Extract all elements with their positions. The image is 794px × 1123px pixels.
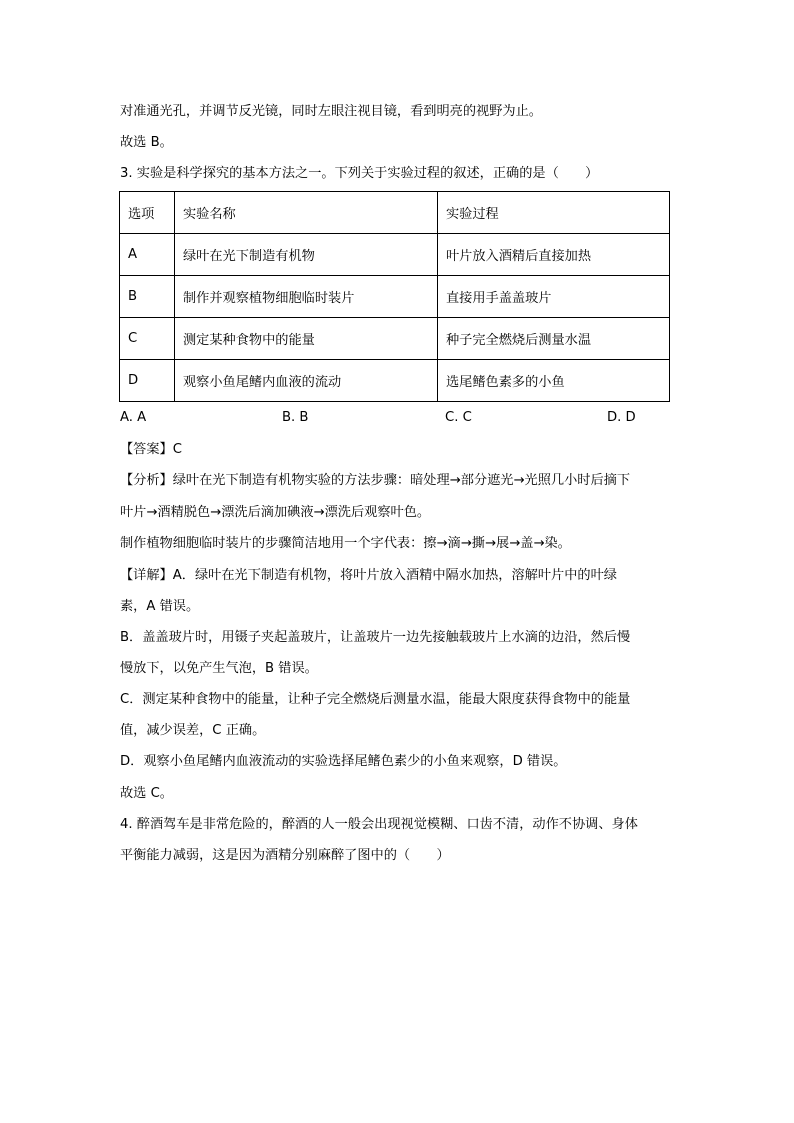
- analysis-line: 【分析】绿叶在光下制造有机物实验的方法步骤：暗处理→部分遮光→光照几小时后摘下: [120, 473, 631, 488]
- table-row: [120, 318, 670, 360]
- question-4-stem: 平衡能力减弱，这是因为酒精分别麻醉了图中的（ ）: [120, 848, 450, 863]
- table-cell: 制作并观察植物细胞临时装片: [175, 276, 438, 318]
- table-cell: 选尾鳍色素多的小鱼: [438, 360, 670, 402]
- question-4-stem: 4. 醉酒驾车是非常危险的，醉酒的人一般会出现视觉模糊、口齿不清，动作不协调、身体: [120, 817, 638, 832]
- detail-line: 素，A 错误。: [120, 599, 200, 614]
- intro-text-line: 对准通光孔，并调节反光镜，同时左眼注视目镜，看到明亮的视野为止。: [120, 104, 542, 119]
- detail-line: B．盖盖玻片时，用镊子夹起盖玻片，让盖玻片一边先接触载玻片上水滴的边沿，然后慢: [120, 630, 631, 645]
- experiment-table: [119, 191, 670, 402]
- analysis-line: 叶片→酒精脱色→漂洗后滴加碘液→漂洗后观察叶色。: [120, 505, 431, 520]
- conclusion-text: 故选 B。: [120, 135, 173, 150]
- table-cell: 观察小鱼尾鳍内血液的流动: [175, 360, 438, 402]
- detail-line: 慢放下，以免产生气泡，B 错误。: [120, 661, 318, 676]
- answer-options: [0, 408, 794, 428]
- table-cell: 绿叶在光下制造有机物: [175, 234, 438, 276]
- detail-line: 【详解】A．绿叶在光下制造有机物，将叶片放入酒精中隔水加热，溶解叶片中的叶绿: [120, 568, 617, 583]
- table-row: [120, 360, 670, 402]
- table-row: [120, 276, 670, 318]
- option-d: D. D: [607, 410, 636, 425]
- table-cell: D: [120, 360, 175, 402]
- table-cell: 叶片放入酒精后直接加热: [438, 234, 670, 276]
- table-cell: 测定某种食物中的能量: [175, 318, 438, 360]
- analysis-line: 制作植物细胞临时装片的步骤简洁地用一个字代表：擦→滴→撕→展→盖→染。: [120, 536, 571, 551]
- table-header-cell: 选项: [120, 192, 175, 234]
- table-cell: C: [120, 318, 175, 360]
- detail-line: 值，减少误差，C 正确。: [120, 723, 266, 738]
- table-cell: 直接用手盖盖玻片: [438, 276, 670, 318]
- detail-line: D．观察小鱼尾鳍内血液流动的实验选择尾鳍色素少的小鱼来观察，D 错误。: [120, 754, 567, 769]
- option-b: B. B: [282, 410, 309, 425]
- question-3-stem: 3. 实验是科学探究的基本方法之一。下列关于实验过程的叙述，正确的是（ ）: [120, 166, 599, 181]
- table-header-cell: 实验过程: [438, 192, 670, 234]
- detail-line: 故选 C。: [120, 786, 173, 801]
- table-cell: B: [120, 276, 175, 318]
- table-cell: A: [120, 234, 175, 276]
- table-cell: 种子完全燃烧后测量水温: [438, 318, 670, 360]
- table-row: [120, 234, 670, 276]
- table-header-row: [120, 192, 670, 234]
- detail-line: C．测定某种食物中的能量，让种子完全燃烧后测量水温，能最大限度获得食物中的能量: [120, 692, 631, 707]
- answer-line: 【答案】C: [120, 442, 182, 457]
- option-c: C. C: [445, 410, 472, 425]
- option-a: A. A: [120, 410, 147, 425]
- table-header-cell: 实验名称: [175, 192, 438, 234]
